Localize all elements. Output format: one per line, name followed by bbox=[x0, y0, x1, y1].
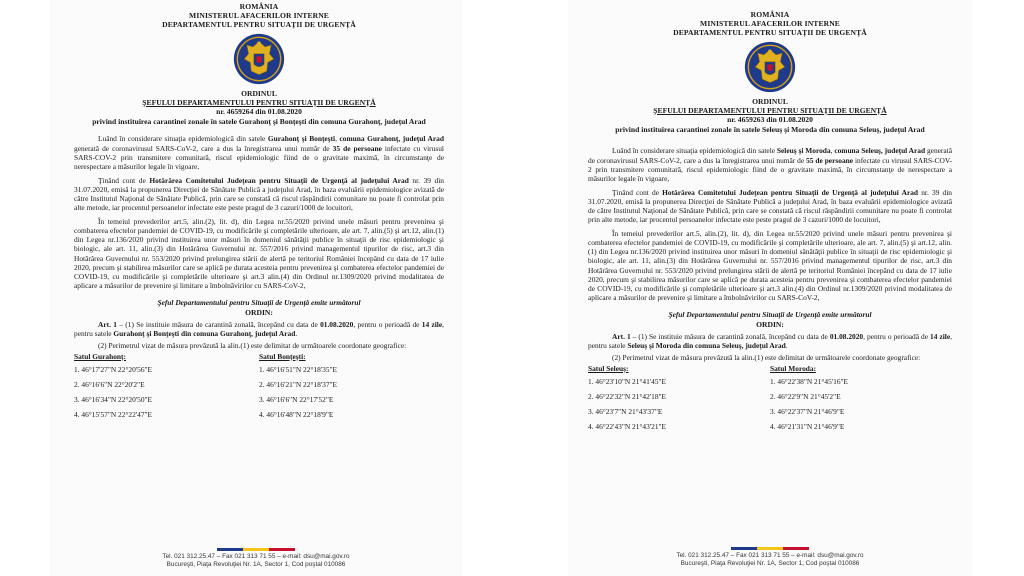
coordinate-row: 3. 46°23'7"N 21°43'37"E bbox=[588, 406, 663, 416]
coordinate-row: 4. 46°22'43"N 21°43'21"E bbox=[588, 421, 667, 431]
header-line-department: DEPARTAMENTUL PENTRU SITUAŢII DE URGENŢĂ bbox=[673, 28, 867, 38]
paragraph-legal-basis: În temeiul prevederilor art.5, alin.(2), lit. d), din Legea nr.55/2020 privind unele măsuri pentru prevenirea şi combaterea efectelor pandemiei de COVID-19, cu modificările şi completările ulterioare, ale art. 7, alin.(5) şi art.12, alin.(1) din Legea nr.136/2020 privind instituirea unor măsuri în domeniul sănătăţii publice în situaţii de risc epidemiologic şi biologic, ale art. 11, alin.(3) din Hotărârea Guvernului nr. 557/2016 privind managementul tipurilor de risc, art.3 din Hotărârea Guvernului nr. 553/2020 privind prelungirea stării de alertă pe teritoriul României începând cu data de 17 iulie 2020, precum şi stabilirea măsurilor care se aplică pe durata acesteia pentru prevenirea şi combaterea efectelor pandemiei de COVID-19, cu modificările şi completările ulterioare şi art.3 alin.(4) din Ordinul nr.1309/2020 privind modalitatea de aplicare a măsurilor de prevenire şi limitare a îmbolnăvirilor cu SARS-CoV-2, bbox=[588, 229, 952, 302]
flag-yellow bbox=[243, 548, 269, 551]
coat-of-arms-icon bbox=[744, 41, 796, 93]
section-heading: Şeful Departamentului pentru Situaţii de Urgenţă emite următorul bbox=[668, 309, 872, 319]
flag-bar bbox=[570, 547, 970, 550]
order-issuer: ŞEFULUI DEPARTAMENTULUI PENTRU SITUAŢII DE URGENŢĂ bbox=[653, 105, 887, 115]
footer-address: Bucureşti, Piaţa Revoluţiei Nr. 1A, Sector 1, Cod poştal 010086 bbox=[680, 559, 860, 567]
document-content bbox=[570, 10, 970, 437]
paragraph-decision: Ţinând cont de Hotărârea Comitetului Judeţean pentru Situaţii de Urgenţă al judeţului Arad nr. 39 din 31.07.2020, emisă la propunerea Direcţiei de Sănătate Publică a judeţului Arad, în baza evaluării epidemiologice avizată de către Institutul Naţional de Sănătate Publică, prin care se constată că riscul răspândirii comunitare nu poate fi controlat prin alte metode, iar procentul persoanelor infectate este peste pragul de 3 cazuri/1000 de locuitori, bbox=[588, 187, 952, 225]
coordinate-row: 4. 46°15'57"N 22°22'47"E bbox=[74, 409, 153, 419]
flag-blue bbox=[217, 548, 243, 551]
footer-contact: Tel. 021 312.25.47 – Fax 021 313 71 55 – e-mail: dsu@mai.gov.ro bbox=[162, 552, 350, 560]
coordinate-row: 3. 46°22'37"N 21°46'9"E bbox=[770, 406, 845, 416]
flag-red bbox=[269, 548, 295, 551]
village-title: Satul Moroda: bbox=[770, 363, 817, 373]
paragraph-legal-basis: În temeiul prevederilor art.5, alin.(2), lit. d), din Legea nr.55/2020 privind unele măsuri pentru prevenirea şi combaterea efectelor pandemiei de COVID-19, cu modificările şi completările ulterioare, ale art. 7, alin.(5) şi art.12, alin.(1) din Legea nr.136/2020 privind instituirea unor măsuri în domeniul sănătăţii publice în situaţii de risc epidemiologic şi biologic, ale art. 11, alin.(3) din Hotărârea Guvernului nr. 557/2016 privind managementul tipurilor de risc, art.3 din Hotărârea Guvernului nr. 553/2020 privind prelungirea stării de alertă pe teritoriul României începând cu data de 17 iulie 2020, precum şi stabilirea măsurilor care se aplică pe durata acesteia pentru prevenirea şi combaterea efectelor pandemiei de COVID-19, cu modificările şi completările ulterioare şi art.3 alin.(4) din Ordinul nr.1309/2020 privind modalitatea de aplicare a măsurilor de prevenire şi limitare a îmbolnăvirilor cu SARS-CoV-2, bbox=[74, 217, 444, 290]
village-title: Satul Seleuş: bbox=[588, 363, 629, 373]
header-line-ministry: MINISTERUL AFACERILOR INTERNE bbox=[700, 19, 840, 29]
flag-blue bbox=[731, 547, 757, 550]
coordinate-row: 1. 46°23'10"N 21°41'45"E bbox=[588, 376, 667, 386]
coordinates-table bbox=[588, 364, 952, 437]
coordinate-row: 3. 46°16'6"N 22°17'52"E bbox=[259, 394, 334, 404]
footer-address: Bucureşti, Piaţa Revoluţiei Nr. 1A, Sector 1, Cod poştal 010086 bbox=[166, 560, 346, 568]
coordinates-column-2 bbox=[259, 352, 444, 425]
letterhead bbox=[74, 2, 444, 30]
paragraph-situation: Luând în considerare situaţia epidemiologică din satele Seleuş şi Moroda, comuna Seleuş, judeţul Arad generată de coronavirusul SARS-CoV-2, care a dus la înregistrarea unui număr de 55 de persoane infectate cu virusul SARS-COV-2 prin transmitere comunitară, riscul epidemiologic fiind de o gravitate maximă, în circumstanţe de nerespectare a măsurilor legale în vigoare, bbox=[588, 146, 952, 183]
paragraph-situation: Luând în considerare situaţia epidemiologică din satele Gurahonţ şi Bonţeşti, comuna Gurahonţ, judeţul Arad generată de coronavirusul SARS-CoV-2, care a dus la înregistrarea unui număr de 35 de persoane infectate cu virusul SARS-COV-2 prin transmitere comunitară, riscul epidemiologic fiind de o gravitate maximă, în circumstanţe de nerespectare a măsurilor legale în vigoare, bbox=[74, 134, 444, 171]
header-line-country: ROMÂNIA bbox=[750, 10, 790, 19]
order-title: ORDINUL bbox=[752, 96, 788, 106]
article-1-paragraph-2: (2) Perimetrul vizat de măsura prevăzută la alin.(1) este delimitat de următoarele coordonate geografice: bbox=[612, 352, 921, 362]
coordinates-table bbox=[74, 352, 444, 425]
header-line-ministry: MINISTERUL AFACERILOR INTERNE bbox=[189, 11, 329, 21]
document-right bbox=[570, 0, 970, 576]
coordinate-row: 2. 46°16'6"N 22°20'2"E bbox=[74, 379, 145, 389]
letterhead bbox=[588, 10, 952, 38]
paragraph-decision: Ţinând cont de Hotărârea Comitetului Judeţean pentru Situaţii de Urgenţă al judeţului Arad nr. 39 din 31.07.2020, emisă la propunerea Direcţiei de Sănătate Publică a judeţului Arad, în baza evaluării epidemiologice avizată de către Institutul Naţional de Sănătate Publică, prin care se constată că riscul răspândirii comunitare nu poate fi controlat prin alte metode, iar procentul persoanelor infectate este peste pragul de 3 cazuri/1000 de locuitori, bbox=[74, 175, 444, 213]
coordinate-row: 4. 46°16'48"N 22°18'9"E bbox=[259, 409, 334, 419]
footer bbox=[52, 548, 460, 569]
order-title: ORDINUL bbox=[241, 88, 277, 98]
village-title: Satul Bonţeşti: bbox=[259, 351, 306, 361]
coat-of-arms-icon bbox=[233, 33, 285, 85]
coordinate-row: 2. 46°22'32"N 21°42'18"E bbox=[588, 391, 667, 401]
section-heading: Şeful Departamentului pentru Situaţii de Urgenţă emite următorul bbox=[157, 297, 361, 307]
document-left bbox=[52, 0, 460, 576]
header-line-department: DEPARTAMENTUL PENTRU SITUAŢII DE URGENŢĂ bbox=[162, 20, 356, 30]
coordinates-column-2 bbox=[770, 364, 952, 437]
coordinates-column-1 bbox=[74, 352, 259, 425]
footer-contact: Tel. 021 312.25.47 – Fax 021 313 71 55 – e-mail: dsu@mai.gov.ro bbox=[676, 551, 864, 559]
flag-yellow bbox=[757, 547, 783, 550]
village-title: Satul Gurahonţ: bbox=[74, 351, 126, 361]
coordinate-row: 1. 46°17'27"N 22°20'56"E bbox=[74, 364, 153, 374]
ordin-heading: ORDIN: bbox=[756, 320, 784, 330]
coordinate-row: 2. 46°16'21"N 22°18'37"E bbox=[259, 379, 338, 389]
order-subject: privind instituirea carantinei zonale în satele Seleuş şi Moroda din comuna Seleuş, judeţul Arad bbox=[615, 125, 925, 135]
ordin-heading: ORDIN: bbox=[245, 308, 273, 318]
order-issuer: ŞEFULUI DEPARTAMENTULUI PENTRU SITUAŢII DE URGENŢĂ bbox=[142, 97, 376, 107]
flag-bar bbox=[52, 548, 460, 551]
document-content bbox=[52, 2, 460, 425]
coordinate-row: 2. 46°22'9"N 21°45'2"E bbox=[770, 391, 841, 401]
article-1-paragraph-2: (2) Perimetrul vizat de măsura prevăzută la alin.(1) este delimitat de următoarele coordonate geografice: bbox=[98, 340, 407, 350]
order-number: nr. 4659264 din 01.08.2020 bbox=[216, 107, 302, 117]
coordinates-column-1 bbox=[588, 364, 770, 437]
coordinate-row: 1. 46°22'38"N 21°45'16"E bbox=[770, 376, 849, 386]
article-1: Art. 1 – (1) Se instituie măsura de carantină zonală, începând cu data de 01.08.2020, pentru o perioadă de 14 zile, pentru satele Gurahonţ şi Bonţeşti din comuna Gurahonţ, judeţul Arad. bbox=[74, 320, 444, 339]
order-subject: privind instituirea carantinei zonale în satele Gurahonţ şi Bonţeşti din comuna Gurahonţ, judeţul Arad bbox=[92, 117, 426, 127]
coordinate-row: 3. 46°16'34"N 22°20'50"E bbox=[74, 394, 153, 404]
coordinate-row: 4. 46°21'31"N 21°46'9"E bbox=[770, 421, 845, 431]
flag-red bbox=[783, 547, 809, 550]
article-1: Art. 1 – (1) Se instituie măsura de carantină zonală, începând cu data de 01.08.2020, pentru o perioadă de 14 zile, pentru satele Seleuş şi Moroda din comuna Seleuş, judeţul Arad. bbox=[588, 332, 952, 351]
coordinate-row: 1. 46°16'51"N 22°18'35"E bbox=[259, 364, 338, 374]
footer bbox=[570, 547, 970, 568]
order-number: nr. 4659263 din 01.08.2020 bbox=[727, 115, 813, 125]
header-line-country: ROMÂNIA bbox=[239, 2, 279, 11]
